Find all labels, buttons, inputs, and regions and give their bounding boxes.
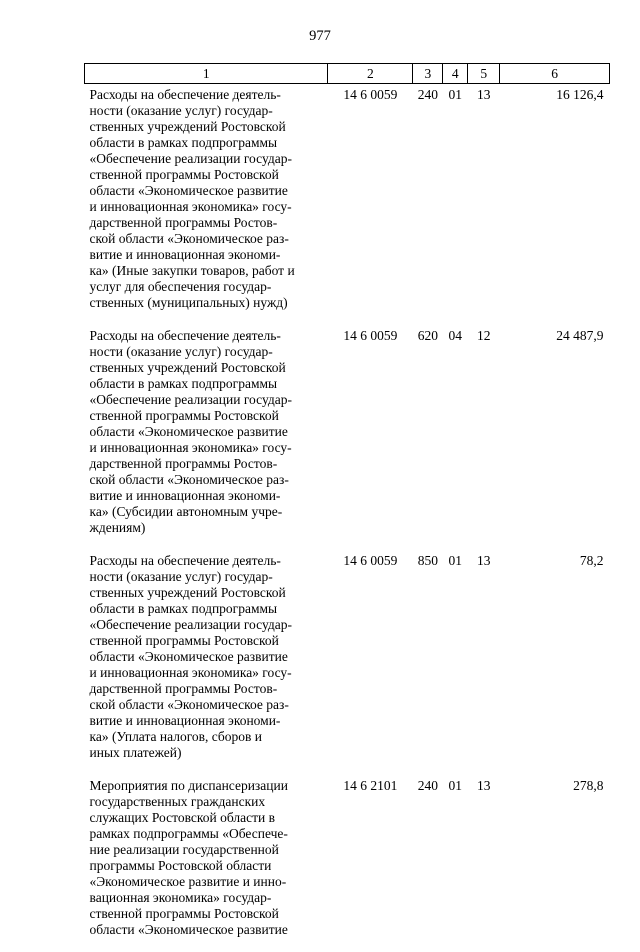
expense-type-code: 850: [413, 550, 443, 775]
row-description: [85, 84, 328, 326]
section-code: 01: [443, 550, 468, 775]
description-line: Расходы на обеспечение деятель-: [90, 553, 322, 569]
description-line: ственных учреждений Ростовской: [90, 360, 322, 376]
column-header-5: 5: [468, 64, 500, 84]
row-description: [85, 550, 328, 775]
table-body: [85, 84, 610, 952]
description-line: ской области «Экономическое раз-: [90, 697, 322, 713]
description-line: «Обеспечение реализации государ-: [90, 151, 322, 167]
description-line: ственной программы Ростовской: [90, 408, 322, 424]
description-line: иных платежей): [90, 745, 322, 761]
description-line: витие и инновационная экономи-: [90, 247, 322, 263]
table-row: [85, 325, 610, 550]
description-line: ности (оказание услуг) государ-: [90, 103, 322, 119]
expense-type-code: 240: [413, 84, 443, 326]
description-line: Расходы на обеспечение деятель-: [90, 328, 322, 344]
description-line: области «Экономическое развитие: [90, 922, 322, 938]
description-line: вационная экономика» государ-: [90, 890, 322, 906]
column-header-2: 2: [328, 64, 413, 84]
description-line: и инновационная экономика» госу-: [90, 665, 322, 681]
row-description: [85, 325, 328, 550]
section-code: 01: [443, 84, 468, 326]
description-line: ственных учреждений Ростовской: [90, 119, 322, 135]
description-line: услуг для обеспечения государ-: [90, 279, 322, 295]
subsection-code: 12: [468, 325, 500, 550]
description-line: дарственной программы Ростов-: [90, 456, 322, 472]
target-article-code: 14 6 0059: [328, 84, 413, 326]
amount-value: 16 126,4: [500, 84, 610, 326]
header-row: [85, 64, 610, 84]
amount-value: 278,8: [500, 775, 610, 952]
description-line: Мероприятия по диспансеризации: [90, 778, 322, 794]
column-header-6: 6: [500, 64, 610, 84]
description-line: ственных учреждений Ростовской: [90, 585, 322, 601]
description-line: области в рамках подпрограммы: [90, 601, 322, 617]
amount-value: 24 487,9: [500, 325, 610, 550]
description-line: «Обеспечение реализации государ-: [90, 392, 322, 408]
table-row: [85, 84, 610, 326]
column-header-1: 1: [85, 64, 328, 84]
section-code: 04: [443, 325, 468, 550]
description-line: «Экономическое развитие и инно-: [90, 874, 322, 890]
budget-table: [84, 63, 610, 952]
target-article-code: 14 6 0059: [328, 550, 413, 775]
description-line: витие и инновационная экономи-: [90, 488, 322, 504]
description-line: ской области «Экономическое раз-: [90, 472, 322, 488]
target-article-code: 14 6 2101: [328, 775, 413, 952]
column-header-3: 3: [413, 64, 443, 84]
amount-value: 78,2: [500, 550, 610, 775]
subsection-code: 13: [468, 550, 500, 775]
description-line: ственной программы Ростовской: [90, 167, 322, 183]
description-line: ждениям): [90, 520, 322, 536]
description-line: «Обеспечение реализации государ-: [90, 617, 322, 633]
description-line: ка» (Уплата налогов, сборов и: [90, 729, 322, 745]
description-line: рамках подпрограммы «Обеспече-: [90, 826, 322, 842]
expense-type-code: 240: [413, 775, 443, 952]
description-line: дарственной программы Ростов-: [90, 215, 322, 231]
table-header: [85, 64, 610, 84]
description-line: ственной программы Ростовской: [90, 633, 322, 649]
description-line: области в рамках подпрограммы: [90, 376, 322, 392]
description-line: области «Экономическое развитие: [90, 424, 322, 440]
subsection-code: 13: [468, 84, 500, 326]
subsection-code: 13: [468, 775, 500, 952]
description-line: витие и инновационная экономи-: [90, 713, 322, 729]
row-description: [85, 775, 328, 952]
description-line: ской области «Экономическое раз-: [90, 231, 322, 247]
description-line: и инновационная экономика» госу-: [90, 199, 322, 215]
description-line: государственных гражданских: [90, 794, 322, 810]
description-line: программы Ростовской области: [90, 858, 322, 874]
expense-type-code: 620: [413, 325, 443, 550]
description-line: области «Экономическое развитие: [90, 649, 322, 665]
description-line: и инновационная экономика» госу-: [90, 440, 322, 456]
description-line: области «Экономическое развитие: [90, 183, 322, 199]
target-article-code: 14 6 0059: [328, 325, 413, 550]
description-line: дарственной программы Ростов-: [90, 681, 322, 697]
description-line: ка» (Иные закупки товаров, работ и: [90, 263, 322, 279]
description-line: ка» (Субсидии автономным учре-: [90, 504, 322, 520]
table-row: [85, 550, 610, 775]
description-line: ственных (муниципальных) нужд): [90, 295, 322, 311]
page-number: 977: [0, 28, 640, 45]
column-header-4: 4: [443, 64, 468, 84]
description-line: служащих Ростовской области в: [90, 810, 322, 826]
description-line: Расходы на обеспечение деятель-: [90, 87, 322, 103]
description-line: ности (оказание услуг) государ-: [90, 569, 322, 585]
description-line: ственной программы Ростовской: [90, 906, 322, 922]
description-line: ние реализации государственной: [90, 842, 322, 858]
section-code: 01: [443, 775, 468, 952]
table-row: [85, 775, 610, 952]
description-line: области в рамках подпрограммы: [90, 135, 322, 151]
description-line: ности (оказание услуг) государ-: [90, 344, 322, 360]
